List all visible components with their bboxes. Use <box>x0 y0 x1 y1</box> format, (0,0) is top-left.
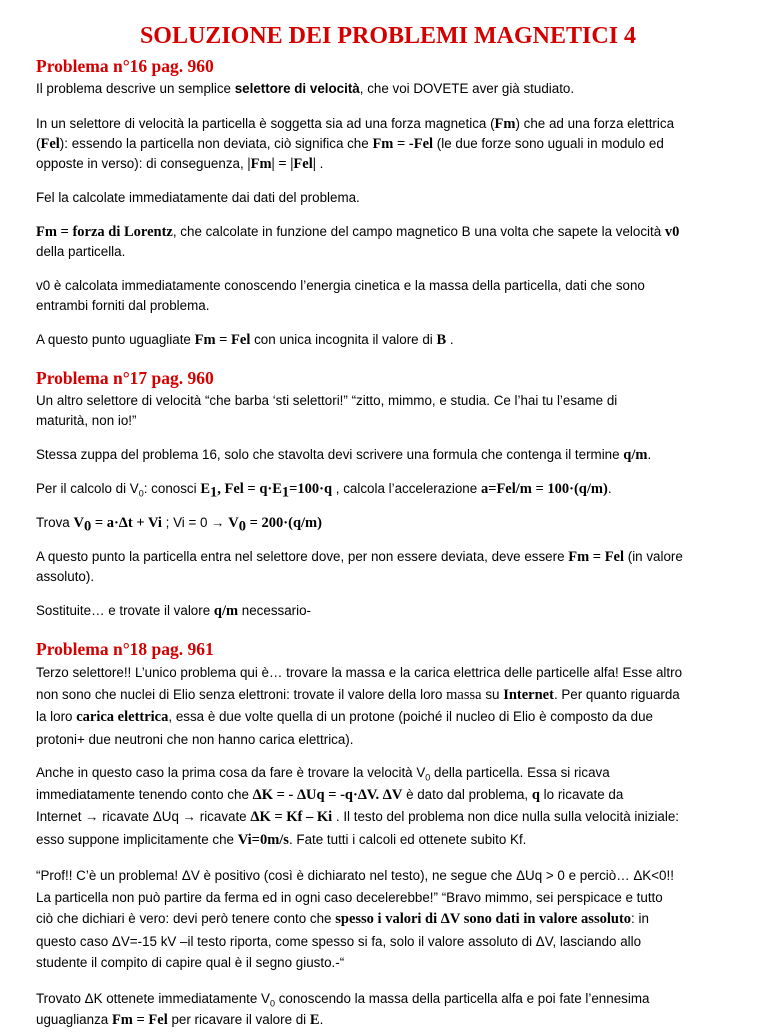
p16-paragraph-5: v0 è calcolata immediatamente conoscendo l’energia cinetica e la massa della particella, dati che sono entrambi forniti dal problema. <box>36 278 645 313</box>
p16-paragraph-3: Fel la calcolate immediatamente dai dati del problema. <box>36 190 360 205</box>
p17-paragraph-6: Sostituite… e trovate il valore q/m necessario- <box>36 603 311 619</box>
p18-paragraph-2: Anche in questo caso la prima cosa da fare è trovare la velocità $V_0$ della particella. Essa si ricava immediatamente tenendo conto che ΔK = - ΔUq = -q·ΔV. ΔV è dato dal problema, q lo ricavate da Internet → ricavate ΔUq → ricavate ΔK = Kf – Ki . Il testo del problema non dice nulla sulla velocità iniziale: esso suppone implicitamente che Vi=0m/s. Fate tutti i calcoli ed ottenete subito Kf. <box>36 765 680 848</box>
p16-paragraph-4: Fm = forza di Lorentz, che calcolate in funzione del campo magnetico B una volta che sapete la velocità v0 della particella. <box>36 224 680 259</box>
heading-problema-18: Problema n°18 pag. 961 <box>36 639 214 659</box>
heading-problema-17: Problema n°17 pag. 960 <box>36 368 214 388</box>
p17-paragraph-1: Un altro selettore di velocità “che barba ‘sti selettori!” “zitto, mimmo, e studia. Ce l’hai tu l’esame di maturità, non io!” <box>36 393 618 428</box>
document-page <box>36 22 740 1032</box>
page-title: SOLUZIONE DEI PROBLEMI MAGNETICI 4 <box>139 23 637 49</box>
p16-paragraph-2: In un selettore di velocità la particella è soggetta sia ad una forza magnetica (Fm) che ad una forza elettrica (Fel): essendo la particella non deviata, ciò significa che Fm = -Fel (le due forze sono uguali in modulo ed opposte in verso): di conseguenza, |Fm| = |Fel| . <box>36 116 675 172</box>
p16-paragraph-1: Il problema descrive un semplice selettore di velocità, che voi DOVETE aver già studiato. <box>36 81 575 96</box>
p18-paragraph-1: Terzo selettore!! L’unico problema qui è… trovare la massa e la carica elettrica delle particelle alfa! Esse altro non sono che nuclei di Elio senza elettroni: trovate il valore della loro massa su Internet. Per quanto riguarda la loro carica elettrica, essa è due volte quella di un protone (poiché il nucleo di Elio è composto da due protoni+ due neutroni che non hanno carica elettrica). <box>36 665 683 747</box>
p18-paragraph-4: Trovato ΔK ottenete immediatamente $V_0$ conoscendo la massa della particella alfa e poi fate l’ennesima uguaglianza Fm = Fel per ricavare il valore di E. <box>36 990 650 1028</box>
p17-paragraph-4: Trova $V_0 = a\cdot\Delta t + Vi$ ; $Vi = 0 \to V_0 = 200\cdot(q/m)$ <box>36 515 322 535</box>
p17-paragraph-2: Stessa zuppa del problema 16, solo che stavolta devi scrivere una formula che contenga il termine q/m. <box>36 447 652 463</box>
p17-paragraph-3: Per il calcolo di $V_0$: conosci $E_1$, Fel = $q\cdot E_1=100\cdot q$ , calcola l’accelerazione a=Fel/m = 100·(q/m). <box>36 481 612 501</box>
p17-paragraph-5: A questo punto la particella entra nel selettore dove, per non essere deviata, deve essere Fm = Fel (in valore assoluto). <box>36 549 683 584</box>
heading-problema-16: Problema n°16 pag. 960 <box>36 56 214 76</box>
p18-paragraph-3: “Prof!! C’è un problema! ΔV è positivo (così è dichiarato nel testo), ne segue che ΔUq > 0 e perciò… ΔK<0!! La particella non può partire da ferma ed in ogni caso decelerebbe!” “Bravo mimmo, sei perspicace e tutto ciò che dichiari è vero: devi però tenere conto che spesso i valori di ΔV sono dati in valore assoluto: in questo caso ΔV=-15 kV –il testo riporta, come spesso si fa, solo il valore assoluto di ΔV, lasciando allo studente il compito di capire qual è il segno giusto.-“ <box>36 868 674 970</box>
p16-paragraph-6: A questo punto uguagliate Fm = Fel con unica incognita il valore di B . <box>36 332 454 348</box>
